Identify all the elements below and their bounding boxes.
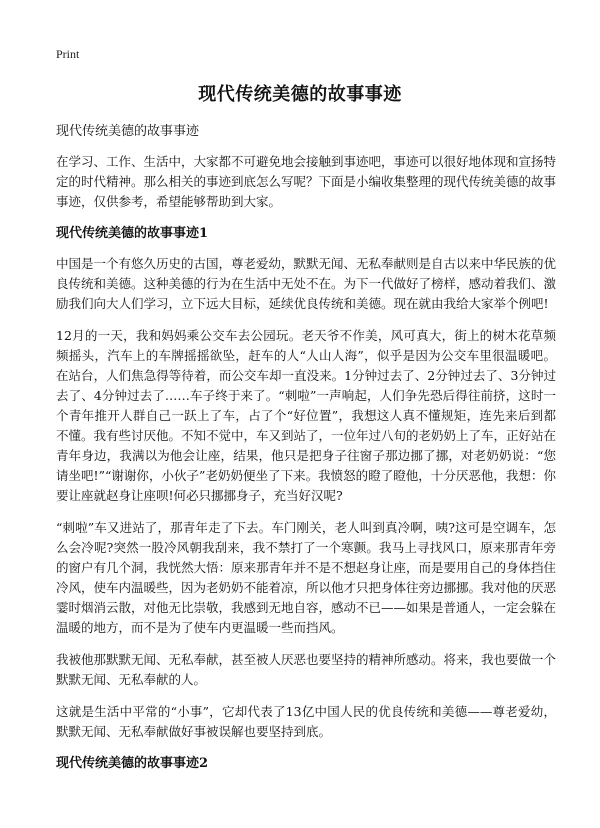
section-1-paragraph-3: “刺啦”车又进站了，那青年走了下去。车门刚关，老人叫到真冷啊，咦?这可是空调车，怎么会冷呢?突然一股冷风朝我刮来，我不禁打了一个寒颤。我马上寻找风口，原来那青年旁的窗户有几个洞，我恍然大悟：原来那青年并不是不想赵身让座，而是要用自己的身体挡住冷风，使车内温暖些，因为老奶奶不能着凉，所以他才只把身体往旁边挪挪。我对他的厌恶霎时烟消云散，对他无比崇敬，我感到无地自容，感动不已——如果是普通人，一定会躲在温暖的地方，而不是为了使车内更温暖一些而挡风。 [56,520,557,635]
document-title: 现代传统美德的故事事迹 [198,84,402,105]
document-subtitle: 现代传统美德的故事事迹 [56,124,200,139]
section-heading-2: 现代传统美德的故事事迹2 [56,756,209,771]
section-heading-1: 现代传统美德的故事事迹1 [56,226,209,241]
section-1-paragraph-4: 我被他那默默无闻、无私奉献，甚至被人厌恶也要坚持的精神所感动。将来，我也要做一个默默无闻、无私奉献的人。 [56,652,557,687]
section-1-paragraph-2: 12月的一天，我和妈妈乘公交车去公园玩。老天爷不作美，风可真大，街上的树木花草频频摇头，汽车上的车牌摇摇欲坠，赶车的人“人山人海”，似乎是因为公交车里很温暖吧。在站台，人们焦急得等待着，而公交车却一直没来。1分钟过去了、2分钟过去了、3分钟过去了、4分钟过去了……车子终于来了。“刺啦”一声响起，人们争先恐后得往前挤，这时一个青年推开人群自己一跃上了车，占了个“好位置”，我想这人真不懂规矩，连先来后到都不懂。我有些讨厌他。不知不觉中，车又到站了，一位年过八旬的老奶奶上了车，正好站在青年身边，我满以为他会让座，结果，他只是把身子往窗子那边挪了挪，对老奶奶说：“您请坐吧!”“谢谢你，小伙子”老奶奶便坐了下来。我愤怒的瞪了瞪他，十分厌恶他，我想：你要让座就赵身让座呗!何必只挪挪身子，充当好汉呢? [56,328,557,503]
section-1-paragraph-5: 这就是生活中平常的“小事”，它却代表了13亿中国人民的优良传统和美德——尊老爱幼，默默无闻、无私奉献做好事被误解也要坚持到底。 [56,704,556,739]
print-label: Print [56,47,80,61]
intro-paragraph: 在学习、工作、生活中，大家都不可避免地会接触到事迹吧，事迹可以很好地体现和宣扬特定的时代精神。那么相关的事迹到底怎么写呢？下面是小编收集整理的现代传统美德的故事事迹，仅供参考，希望能够帮助到大家。 [56,154,557,209]
document-content [56,152,556,784]
section-1-paragraph-1: 中国是一个有悠久历史的古国，尊老爱幼，默默无闻、无私奉献则是自古以来中华民族的优良传统和美德。这种美德的行为在生活中无处不在。为下一代做好了榜样，感动着我们、激励我们向大人们学习，立下远大目标，延续优良传统和美德。现在就由我给大家举个例吧! [56,256,557,311]
